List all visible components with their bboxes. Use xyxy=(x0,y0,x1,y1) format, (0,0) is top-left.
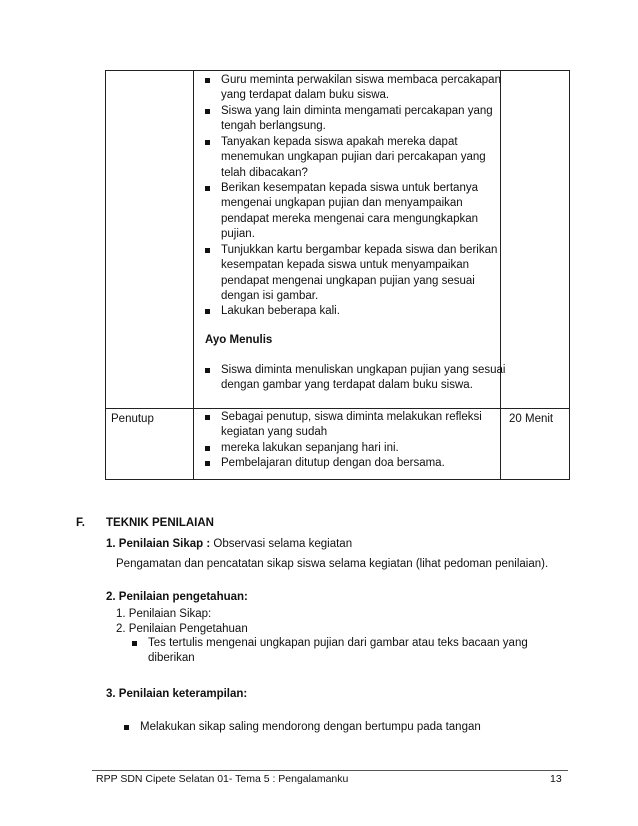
list-item: Pembelajaran ditutup dengan doa bersama. xyxy=(221,456,506,471)
bullet-square-icon xyxy=(205,140,210,145)
assessment-item-1-label: 1. Penilaian Sikap : xyxy=(106,538,211,550)
page-number: 13 xyxy=(550,773,562,785)
list-item: Tanyakan kepada siswa apakah mereka dapat menemukan ungkapan pujian dari percakapan yang telah dibacakan? xyxy=(221,135,506,181)
bullet-square-icon xyxy=(205,309,210,314)
penutup-time: 20 Menit xyxy=(509,413,554,425)
bullet-square-icon xyxy=(205,78,210,83)
footer-text: RPP SDN Cipete Selatan 01- Tema 5 : Pengalamanku xyxy=(96,773,349,785)
footer-divider xyxy=(92,770,568,771)
bullet-square-icon xyxy=(205,461,210,466)
assessment-item-2-sub2: 2. Penilaian Pengetahuan xyxy=(116,623,248,635)
list-item: Siswa diminta menuliskan ungkapan pujian yang sesuai dengan gambar yang terdapat dalam buku siswa. xyxy=(221,363,506,394)
list-item: Tunjukkan kartu bergambar kepada siswa dan berikan kesempatan kepada siswa untuk menyampaikan pendapat mengenai ungkapan pujian yang sesuai dengan isi gambar. xyxy=(221,243,506,305)
bullet-square-icon xyxy=(205,248,210,253)
list-item: Berikan kesempatan kepada siswa untuk bertanya mengenai ungkapan pujian dan menyampaikan pendapat mereka mengenai cara mengungkapkan pujian. xyxy=(221,181,506,243)
list-item: Guru meminta perwakilan siswa membaca percakapan yang terdapat dalam buku siswa. xyxy=(221,73,506,104)
assessment-item-1 xyxy=(106,538,352,550)
bullet-square-icon xyxy=(124,725,129,730)
list-item: Tes tertulis mengenai ungkapan pujian dari gambar atau teks bacaan yang diberikan xyxy=(148,636,538,667)
bullet-square-icon xyxy=(205,109,210,114)
list-item: Lakukan beberapa kali. xyxy=(221,304,506,319)
table-cell-empty xyxy=(106,71,194,409)
assessment-item-3-label: 3. Penilaian keterampilan: xyxy=(106,688,248,700)
bullet-square-icon xyxy=(205,415,210,420)
section-letter: F. xyxy=(76,517,85,529)
list-item: Melakukan sikap saling mendorong dengan bertumpu pada tangan xyxy=(140,720,540,735)
table-cell-empty xyxy=(501,71,570,409)
assessment-item-1-desc: Pengamatan dan pencatatan sikap siswa selama kegiatan (lihat pedoman penilaian). xyxy=(116,558,549,570)
assessment-item-2-label: 2. Penilaian pengetahuan: xyxy=(106,591,248,603)
penutup-label: Penutup xyxy=(111,413,154,425)
list-item: Siswa yang lain diminta mengamati percakapan yang tengah berlangsung. xyxy=(221,104,506,135)
bullet-square-icon xyxy=(205,368,210,373)
section-title: TEKNIK PENILAIAN xyxy=(106,517,214,529)
bullet-square-icon xyxy=(205,186,210,191)
subheading-ayo-menulis: Ayo Menulis xyxy=(205,334,273,346)
bullet-square-icon xyxy=(132,641,137,646)
list-item: Sebagai penutup, siswa diminta melakukan refleksi kegiatan yang sudah xyxy=(221,410,506,441)
assessment-item-2-sub1: 1. Penilaian Sikap: xyxy=(116,608,212,620)
assessment-item-1-value: Observasi selama kegiatan xyxy=(213,538,353,550)
list-item: mereka lakukan sepanjang hari ini. xyxy=(221,441,506,456)
bullet-square-icon xyxy=(205,446,210,451)
